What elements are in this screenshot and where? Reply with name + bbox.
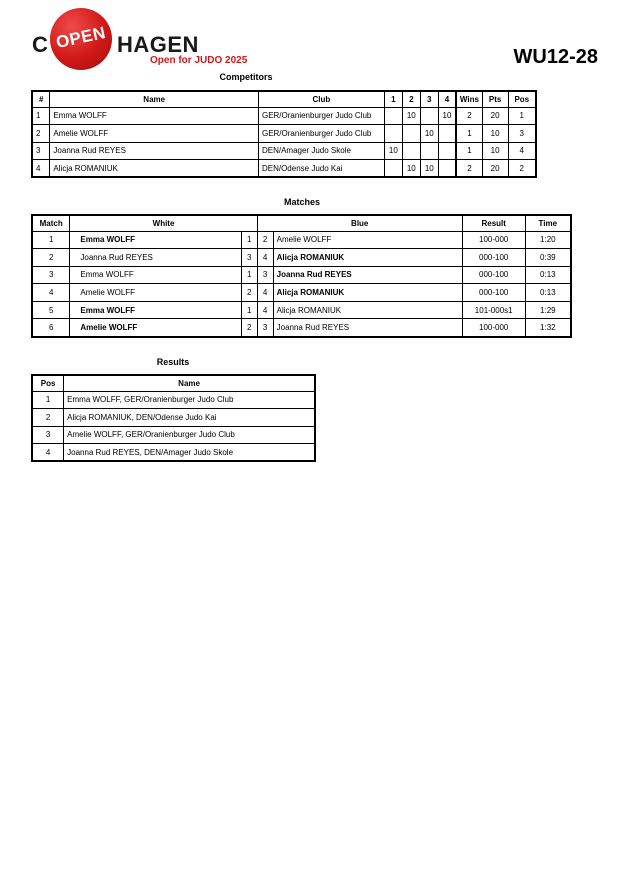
- competitor-bout-3-cell: [420, 107, 438, 125]
- result-row: [32, 444, 315, 462]
- result-row: [32, 391, 315, 409]
- competitor-num-cell: 1: [32, 107, 50, 125]
- result-row: [32, 409, 315, 427]
- competitor-name-cell: Alicja ROMANIUK: [50, 160, 259, 178]
- match-time-cell: 0:39: [525, 249, 571, 267]
- competitor-points-cell: 20: [482, 160, 508, 178]
- competitor-num-cell: 4: [32, 160, 50, 178]
- match-white-num-cell: 1: [241, 231, 257, 249]
- match-white-name-cell: Emma WOLFF: [70, 301, 241, 319]
- match-white-num-cell: 2: [241, 284, 257, 302]
- logo-hagen-text: HAGEN: [117, 32, 199, 57]
- logo-open-text: OPEN: [54, 23, 108, 53]
- logo-red-circle: [50, 8, 112, 70]
- result-position-cell: 3: [32, 426, 64, 444]
- competitor-row: [32, 142, 536, 160]
- matches-table: [31, 214, 572, 338]
- match-white-num-cell: 1: [241, 301, 257, 319]
- competitor-position-cell: 2: [508, 160, 536, 178]
- match-match-number-cell: 1: [32, 231, 70, 249]
- header-num: #: [32, 91, 50, 107]
- competitor-position-cell: 3: [508, 125, 536, 143]
- header-name: Name: [50, 91, 259, 107]
- match-match-number-cell: 3: [32, 266, 70, 284]
- match-blue-name-cell: Alicja ROMANIUK: [273, 249, 462, 267]
- matches-title: Matches: [283, 197, 320, 207]
- match-time-cell: 1:20: [525, 231, 571, 249]
- match-row: [32, 266, 571, 284]
- match-blue-num-cell: 4: [257, 249, 273, 267]
- match-row: [32, 319, 571, 337]
- match-match-number-cell: 4: [32, 284, 70, 302]
- result-name-cell: Emma WOLFF, GER/Oranienburger Judo Club: [64, 391, 315, 409]
- match-white-name-cell: Amelie WOLFF: [70, 319, 241, 337]
- category-title: WU12-28: [513, 46, 598, 68]
- header-blue: Blue: [257, 215, 462, 231]
- competitor-position-cell: 4: [508, 142, 536, 160]
- competitor-row: [32, 125, 536, 143]
- match-result-cell: 000-100: [462, 284, 525, 302]
- results-title: Results: [156, 357, 190, 367]
- result-name-cell: Alicja ROMANIUK, DEN/Odense Judo Kai: [64, 409, 315, 427]
- competitor-bout-1-cell: [384, 125, 402, 143]
- header-position: Pos: [32, 375, 64, 391]
- match-row: [32, 284, 571, 302]
- header-bout-4: 4: [438, 91, 456, 107]
- match-time-cell: 1:29: [525, 301, 571, 319]
- match-blue-num-cell: 4: [257, 284, 273, 302]
- result-position-cell: 4: [32, 444, 64, 462]
- results-header-row: [32, 375, 315, 391]
- competitor-wins-cell: 1: [456, 142, 482, 160]
- match-match-number-cell: 5: [32, 301, 70, 319]
- match-blue-name-cell: Alicja ROMANIUK: [273, 301, 462, 319]
- result-name-cell: Amelie WOLFF, GER/Oranienburger Judo Club: [64, 426, 315, 444]
- logo-letter-c: C: [32, 32, 48, 57]
- result-row: [32, 426, 315, 444]
- competitor-wins-cell: 2: [456, 107, 482, 125]
- header-white: White: [70, 215, 257, 231]
- match-time-cell: 0:13: [525, 266, 571, 284]
- match-white-num-cell: 2: [241, 319, 257, 337]
- competitor-club-cell: GER/Oranienburger Judo Club: [258, 125, 384, 143]
- competitor-club-cell: GER/Oranienburger Judo Club: [258, 107, 384, 125]
- header-bout-1: 1: [384, 91, 402, 107]
- match-blue-num-cell: 3: [257, 266, 273, 284]
- result-position-cell: 2: [32, 409, 64, 427]
- competitor-bout-1-cell: 10: [384, 142, 402, 160]
- match-time-cell: 0:13: [525, 284, 571, 302]
- match-result-cell: 000-100: [462, 249, 525, 267]
- competitor-club-cell: DEN/Odense Judo Kai: [258, 160, 384, 178]
- match-blue-num-cell: 2: [257, 231, 273, 249]
- copenhagen-open-logo: [30, 8, 270, 70]
- match-blue-name-cell: Amelie WOLFF: [273, 231, 462, 249]
- match-white-name-cell: Emma WOLFF: [70, 266, 241, 284]
- competitor-num-cell: 3: [32, 142, 50, 160]
- header-name: Name: [64, 375, 315, 391]
- header-club: Club: [258, 91, 384, 107]
- competitors-table: [31, 90, 537, 178]
- match-row: [32, 301, 571, 319]
- competitor-wins-cell: 2: [456, 160, 482, 178]
- competitor-bout-4-cell: [438, 160, 456, 178]
- match-match-number-cell: 2: [32, 249, 70, 267]
- match-white-name-cell: Joanna Rud REYES: [70, 249, 241, 267]
- competitor-points-cell: 20: [482, 107, 508, 125]
- match-blue-num-cell: 4: [257, 301, 273, 319]
- header-position: Pos: [508, 91, 536, 107]
- match-row: [32, 249, 571, 267]
- match-match-number-cell: 6: [32, 319, 70, 337]
- competitors-title: Competitors: [219, 72, 273, 82]
- match-white-num-cell: 1: [241, 266, 257, 284]
- result-name-cell: Joanna Rud REYES, DEN/Amager Judo Skole: [64, 444, 315, 462]
- competitor-bout-1-cell: [384, 160, 402, 178]
- competitor-bout-2-cell: 10: [402, 107, 420, 125]
- result-position-cell: 1: [32, 391, 64, 409]
- match-result-cell: 100-000: [462, 319, 525, 337]
- match-result-cell: 100-000: [462, 231, 525, 249]
- competitor-bout-4-cell: [438, 142, 456, 160]
- competitor-row: [32, 107, 536, 125]
- competitor-wins-cell: 1: [456, 125, 482, 143]
- competitors-header-row: [32, 91, 536, 107]
- competitor-points-cell: 10: [482, 142, 508, 160]
- match-row: [32, 231, 571, 249]
- competitor-bout-2-cell: [402, 125, 420, 143]
- competitor-bout-3-cell: 10: [420, 125, 438, 143]
- competitor-name-cell: Amelie WOLFF: [50, 125, 259, 143]
- competitor-bout-3-cell: 10: [420, 160, 438, 178]
- competitor-bout-4-cell: [438, 125, 456, 143]
- match-white-num-cell: 3: [241, 249, 257, 267]
- competitor-bout-2-cell: [402, 142, 420, 160]
- match-blue-num-cell: 3: [257, 319, 273, 337]
- competitor-bout-4-cell: 10: [438, 107, 456, 125]
- header-points: Pts: [482, 91, 508, 107]
- competitor-bout-2-cell: 10: [402, 160, 420, 178]
- match-result-cell: 101-000s1: [462, 301, 525, 319]
- match-blue-name-cell: Alicja ROMANIUK: [273, 284, 462, 302]
- header-match: Match: [32, 215, 70, 231]
- header-wins: Wins: [456, 91, 482, 107]
- competitor-position-cell: 1: [508, 107, 536, 125]
- competitor-club-cell: DEN/Amager Judo Skole: [258, 142, 384, 160]
- logo-tagline: Open for JUDO 2025: [150, 55, 248, 66]
- competitor-name-cell: Joanna Rud REYES: [50, 142, 259, 160]
- results-table: [31, 374, 316, 462]
- header-time: Time: [525, 215, 571, 231]
- competitor-bout-3-cell: [420, 142, 438, 160]
- matches-header-row: [32, 215, 571, 231]
- header-bout-2: 2: [402, 91, 420, 107]
- match-white-name-cell: Emma WOLFF: [70, 231, 241, 249]
- header-bout-3: 3: [420, 91, 438, 107]
- match-blue-name-cell: Joanna Rud REYES: [273, 266, 462, 284]
- competitor-num-cell: 2: [32, 125, 50, 143]
- competitor-bout-1-cell: [384, 107, 402, 125]
- match-blue-name-cell: Joanna Rud REYES: [273, 319, 462, 337]
- competitor-name-cell: Emma WOLFF: [50, 107, 259, 125]
- header-result: Result: [462, 215, 525, 231]
- match-result-cell: 000-100: [462, 266, 525, 284]
- competitor-row: [32, 160, 536, 178]
- match-time-cell: 1:32: [525, 319, 571, 337]
- match-white-name-cell: Amelie WOLFF: [70, 284, 241, 302]
- competitor-points-cell: 10: [482, 125, 508, 143]
